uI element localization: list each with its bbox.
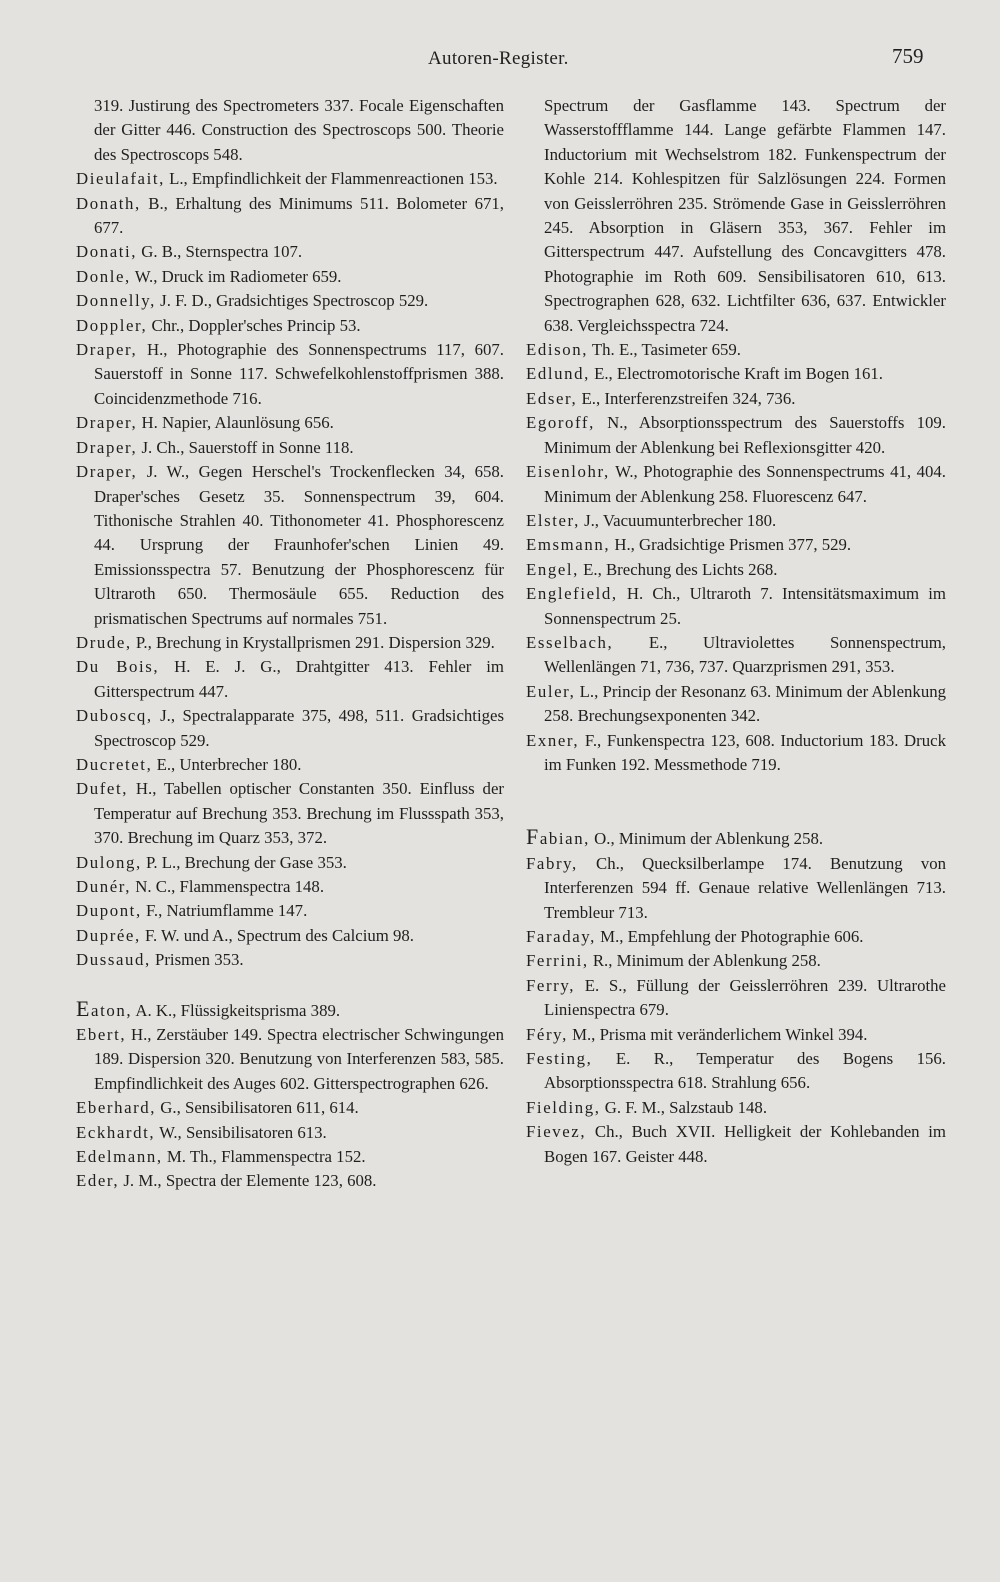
entry-text: R., Minimum der Ablenkung 258. bbox=[588, 951, 821, 971]
author-name: Edison, bbox=[526, 340, 589, 360]
index-entry bbox=[76, 1169, 504, 1193]
entry-text: B., Erhaltung des Minimums 511. Bolometer 671, 677. bbox=[94, 193, 504, 238]
entry-text: E., Brechung des Lichts 268. bbox=[578, 559, 778, 579]
section-gap bbox=[526, 777, 946, 801]
entry-text: J. F. D., Gradsichtiges Spectroscop 529. bbox=[155, 291, 429, 311]
author-name: Ducretet, bbox=[76, 754, 153, 774]
entry-text: H. Napier, Alaunlösung 656. bbox=[137, 413, 334, 433]
index-entry bbox=[526, 729, 946, 778]
index-entry bbox=[526, 509, 946, 533]
entry-text: E., Ultraviolettes Sonnenspectrum, Wellenlängen 71, 736, 737. Quarzprismen 291, 353. bbox=[544, 632, 946, 677]
index-entry bbox=[526, 1096, 946, 1120]
entry-text: W., Sensibilisatoren 613. bbox=[155, 1122, 327, 1142]
author-name: Drude, bbox=[76, 632, 132, 652]
index-entry bbox=[76, 240, 504, 264]
index-entry bbox=[76, 1096, 504, 1120]
entry-text: G. F. M., Salzstaub 148. bbox=[600, 1097, 768, 1117]
entry-text: P. L., Brechung der Gase 353. bbox=[141, 852, 347, 872]
author-name: Dufet, bbox=[76, 779, 129, 799]
author-name: Eberhard, bbox=[76, 1098, 157, 1118]
entry-text: P., Brechung in Krystallprismen 291. Dispersion 329. bbox=[131, 632, 495, 652]
author-name: Edlund, bbox=[526, 364, 590, 384]
index-entry bbox=[526, 974, 946, 1023]
index-entry bbox=[76, 167, 504, 191]
entry-text: H., Tabellen optischer Constanten 350. Einfluss der Temperatur auf Brechung 353. Brechung im Flussspath 353, 370. Brechung im Quarz 353, 372. bbox=[94, 779, 504, 848]
author-name: Du Bois, bbox=[76, 657, 160, 677]
index-entry bbox=[76, 1121, 504, 1145]
author-name: Dieulafait, bbox=[76, 169, 165, 189]
author-name: Fabry, bbox=[526, 853, 578, 873]
author-name: Eisenlohr, bbox=[526, 462, 610, 482]
section-gap bbox=[526, 801, 946, 825]
author-name: Fievez, bbox=[526, 1122, 587, 1142]
author-name: Dussaud, bbox=[76, 950, 151, 970]
author-name: Ebert, bbox=[76, 1025, 127, 1045]
index-entry bbox=[526, 362, 946, 386]
index-entry bbox=[526, 558, 946, 582]
index-entry bbox=[526, 460, 946, 509]
author-name: Emsmann, bbox=[526, 535, 611, 555]
author-name: Fabian, bbox=[526, 824, 590, 850]
index-entry bbox=[76, 460, 504, 631]
section-initial: F bbox=[526, 824, 540, 850]
entry-text: E. R., Temperatur des Bogens 156. Absorptionsspectra 618. Strahlung 656. bbox=[544, 1049, 946, 1093]
index-entry bbox=[76, 924, 504, 948]
index-entry bbox=[526, 1120, 946, 1169]
index-entry bbox=[76, 997, 504, 1023]
index-entry bbox=[76, 631, 504, 655]
entry-text: H., Gradsichtige Prismen 377, 529. bbox=[610, 535, 852, 555]
author-name: Donati, bbox=[76, 242, 138, 262]
entry-text: 319. Justirung des Spectrometers 337. Focale Eigenschaften der Gitter 446. Construction des Spectroscops 500. Theorie des Spectroscops 548. bbox=[94, 96, 504, 164]
index-entry bbox=[76, 411, 504, 435]
index-entry bbox=[526, 852, 946, 925]
entry-text: E., Unterbrecher 180. bbox=[152, 754, 302, 774]
index-entry bbox=[76, 265, 504, 289]
right-column bbox=[526, 94, 946, 1169]
author-name: Draper, bbox=[76, 413, 138, 433]
author-name: Esselbach, bbox=[526, 632, 614, 652]
entry-text: N., Absorptionsspectrum des Sauerstoffs 109. Minimum der Ablenkung bei Reflexionsgitter 420. bbox=[544, 413, 946, 457]
index-entry bbox=[526, 925, 946, 949]
entry-text: Ch., Buch XVII. Helligkeit der Kohlebanden im Bogen 167. Geister 448. bbox=[544, 1122, 946, 1166]
section-initial: E bbox=[76, 995, 92, 1021]
author-name: Festing, bbox=[526, 1049, 593, 1069]
entry-text: W., Druck im Radiometer 659. bbox=[130, 266, 342, 286]
entry-text: Spectrum der Gasflamme 143. Spectrum der Wasserstoffflamme 144. Lange gefärbte Flammen 147. Inductorium mit Wechselstrom 182. Funkenspectrum der Kohle 214. Kohlespitzen für Salzlösungen 224. Formen von Geisslerröhren 235. Strömende Gase in Geisslerröhren 245. Absorption in Gläsern 353, 367. Fehler im Gitterspectrum 447. Aufstellung des Concavgitters 478. Photographie im Roth 609. Sensibilisatoren 610, 613. Spectrographen 628, 632. Lichtfilter 636, 637. Entwickler 638. Vergleichsspectra 724. bbox=[544, 96, 946, 335]
index-entry bbox=[526, 387, 946, 411]
index-entry bbox=[526, 949, 946, 973]
author-name: Eaton, bbox=[76, 995, 133, 1021]
author-name: Egoroff, bbox=[526, 413, 595, 433]
entry-text: F., Funkenspectra 123, 608. Inductorium 183. Druck im Funken 192. Messmethode 719. bbox=[544, 730, 946, 774]
entry-text: J. W., Gegen Herschel's Trockenflecken 34, 658. Draper'sches Gesetz 35. Sonnenspectrum 39, 604. Tithonische Strahlen 40. Tithonometer 41. Phosphorescenz 44. Ursprung der Fraunhofer'schen Linien 49. Emissionsspectra 57. Benutzung der Phosphorescenz für Ultraroth 650. Thermosäule 655. Reduction des prismatischen Spectrums auf normales 751. bbox=[94, 462, 504, 628]
index-entry bbox=[76, 655, 504, 704]
entry-text: J., Vacuumunterbrecher 180. bbox=[579, 510, 777, 530]
entry-text: M. Th., Flammenspectra 152. bbox=[162, 1147, 366, 1167]
author-name: Draper, bbox=[76, 340, 138, 360]
author-name: Donle, bbox=[76, 266, 131, 286]
author-name: Exner, bbox=[526, 730, 580, 750]
entry-text: Th. E., Tasimeter 659. bbox=[588, 340, 741, 360]
entry-text: E. S., Füllung der Geisslerröhren 239. Ultrarothe Linienspectra 679. bbox=[544, 975, 946, 1020]
index-entry bbox=[76, 314, 504, 338]
author-name: Fielding, bbox=[526, 1097, 601, 1117]
index-entry bbox=[76, 875, 504, 899]
index-entry bbox=[526, 680, 946, 729]
entry-text: J. Ch., Sauerstoff in Sonne 118. bbox=[137, 437, 354, 457]
entry-text: E., Electromotorische Kraft im Bogen 161. bbox=[589, 364, 884, 384]
index-entry bbox=[76, 851, 504, 875]
author-name: Dupont, bbox=[76, 901, 142, 921]
entry-text: A. K., Flüssigkeitsprisma 389. bbox=[132, 1000, 341, 1020]
index-entry bbox=[526, 411, 946, 460]
section-gap bbox=[76, 973, 504, 997]
index-entry bbox=[76, 753, 504, 777]
index-entry bbox=[76, 1023, 504, 1096]
index-entry bbox=[526, 94, 946, 338]
author-name: Draper, bbox=[76, 437, 138, 457]
entry-text: F., Natriumflamme 147. bbox=[141, 901, 308, 921]
index-entry bbox=[76, 1145, 504, 1169]
page-header bbox=[0, 44, 1000, 74]
entry-text: M., Prisma mit veränderlichem Winkel 394. bbox=[567, 1024, 868, 1044]
entry-text: E., Interferenzstreifen 324, 736. bbox=[577, 388, 796, 408]
entry-text: M., Empfehlung der Photographie 606. bbox=[595, 927, 864, 946]
entry-text: W., Photographie des Sonnenspectrums 41, 404. Minimum der Ablenkung 258. Fluorescenz 647. bbox=[544, 462, 946, 506]
author-name: Englefield, bbox=[526, 584, 618, 604]
index-entry bbox=[76, 94, 504, 167]
author-name: Ferrini, bbox=[526, 951, 589, 971]
author-name: Duprée, bbox=[76, 925, 141, 945]
entry-text: Prismen 353. bbox=[150, 950, 244, 970]
entry-text: L., Empfindlichkeit der Flammenreactionen 153. bbox=[164, 169, 498, 189]
index-entry bbox=[526, 533, 946, 557]
author-name: Ferry, bbox=[526, 975, 576, 995]
author-name: Engel, bbox=[526, 559, 579, 579]
author-name: Duboscq, bbox=[76, 706, 153, 726]
author-name: Dunér, bbox=[76, 877, 132, 896]
index-entry bbox=[526, 825, 946, 851]
entry-text: H. E. J. G., Drahtgitter 413. Fehler im Gitterspectrum 447. bbox=[94, 657, 504, 701]
index-entry bbox=[76, 289, 504, 313]
entry-text: H., Photographie des Sonnenspectrums 117, 607. Sauerstoff in Sonne 117. Schwefelkohlenstoffprismen 388. Coincidenzmethode 716. bbox=[94, 340, 504, 408]
index-entry bbox=[76, 899, 504, 923]
index-entry bbox=[76, 704, 504, 753]
entry-text: F. W. und A., Spectrum des Calcium 98. bbox=[140, 925, 414, 945]
author-name: Doppler, bbox=[76, 315, 148, 335]
author-name: Eder, bbox=[76, 1171, 120, 1191]
author-name: Euler, bbox=[526, 681, 576, 701]
entry-text: H. Ch., Ultraroth 7. Intensitätsmaximum im Sonnenspectrum 25. bbox=[544, 584, 946, 628]
index-entry bbox=[526, 338, 946, 362]
entry-text: Ch., Quecksilberlampe 174. Benutzung von Interferenzen 594 ff. Genaue relative Wellenlängen 713. Trembleur 713. bbox=[544, 853, 946, 922]
entry-text: L., Princip der Resonanz 63. Minimum der Ablenkung 258. Brechungsexponenten 342. bbox=[544, 681, 946, 726]
index-entry bbox=[526, 631, 946, 680]
entry-text: G., Sensibilisatoren 611, 614. bbox=[156, 1098, 359, 1118]
entry-text: G. B., Sternspectra 107. bbox=[137, 242, 303, 262]
author-name: Eckhardt, bbox=[76, 1122, 156, 1142]
page-number: 759 bbox=[892, 44, 924, 68]
author-name: Féry, bbox=[526, 1024, 568, 1044]
entry-text: J. M., Spectra der Elemente 123, 608. bbox=[119, 1171, 377, 1191]
author-name: Dulong, bbox=[76, 852, 142, 872]
author-name: Donath, bbox=[76, 193, 141, 213]
index-entry bbox=[526, 1047, 946, 1096]
index-entry bbox=[76, 777, 504, 850]
index-entry bbox=[76, 436, 504, 460]
entry-text: N. C., Flammenspectra 148. bbox=[131, 877, 325, 896]
author-name: Draper, bbox=[76, 462, 138, 482]
author-name: Faraday, bbox=[526, 927, 596, 946]
index-entry bbox=[526, 1023, 946, 1047]
entry-text: J., Spectralapparate 375, 498, 511. Gradsichtiges Spectroscop 529. bbox=[94, 706, 504, 750]
author-name: Edser, bbox=[526, 388, 578, 408]
entry-text: O., Minimum der Ablenkung 258. bbox=[589, 829, 824, 849]
index-entry bbox=[526, 582, 946, 631]
author-name: Elster, bbox=[526, 510, 580, 530]
entry-text: Chr., Doppler'sches Princip 53. bbox=[147, 315, 361, 335]
left-column bbox=[76, 94, 504, 1194]
index-entry bbox=[76, 192, 504, 241]
index-entry bbox=[76, 338, 504, 411]
index-entry bbox=[76, 948, 504, 972]
running-title: Autoren-Register. bbox=[428, 48, 569, 69]
author-name: Edelmann, bbox=[76, 1147, 163, 1167]
author-name: Donnelly, bbox=[76, 291, 156, 311]
entry-text: H., Zerstäuber 149. Spectra electrischer Schwingungen 189. Dispersion 320. Benutzung von Interferenzen 583, 585. Empfindlichkeit des Auges 602. Gitterspectrographen 626. bbox=[94, 1025, 504, 1093]
